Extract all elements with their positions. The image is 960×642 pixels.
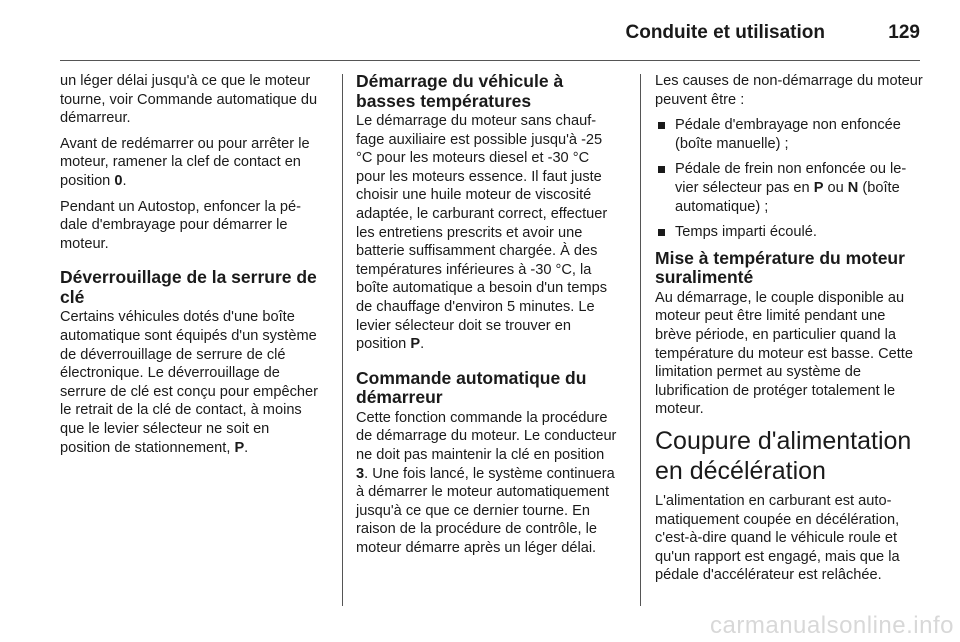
paragraph: Certains véhicules dotés d'une boîte automatique sont équipés d'un système de déverrouillage de serrure de clé électronique. Le déverrouillage de serrure de clé est conçu pour empêcher le retrait de la clé de contact, à moins que le levier sélecteur ne soit en position de stationnement, P. [60, 309, 318, 456]
paragraph: Le démarrage du moteur sans chauffage auxiliaire est possible jusqu'à -25 °C pour les moteurs diesel et -30 °C pour les moteurs essence. Il faut juste choisir une huile moteur de viscosité adaptée, le carburant correct, effectuer les entretiens prescrits et avoir une batterie suffisamment chargée. À des températures inférieures à -30 °C, la boîte automatique a besoin d'un temps de chauffage d'environ 5 minutes. Le levier sélecteur doit se trouver en position P. [356, 113, 608, 353]
column-divider-1 [342, 74, 343, 606]
column-2 [356, 72, 618, 564]
watermark: carmanualsonline.info [710, 612, 954, 639]
paragraph: Les causes de non-démarrage du moteur peuvent être : [655, 73, 923, 108]
section-heading: Commande automatique du démarreur [356, 367, 587, 408]
list-item: Pédale de frein non enfoncée ou levier sélecteur pas en P ou N (boîte automatique) ; [655, 160, 923, 216]
column-3 [655, 72, 923, 592]
paragraph: Avant de redémarrer ou pour arrêter le moteur, ramener la clef de contact en position 0. [60, 135, 310, 189]
paragraph: L'alimentation en carburant est automatiquement coupée en décélération, c'est-à-dire quand le véhicule roule et qu'un rapport est engagé, mais que la pédale d'accélérateur est relâchée. [655, 492, 900, 584]
bullet-square-icon [658, 166, 665, 173]
paragraph: un léger délai jusqu'à ce que le moteur tourne, voir Commande automatique du démarreur. [60, 73, 318, 127]
chapter-heading: Coupure d'alimentation en décélération [655, 426, 912, 485]
page-header [60, 0, 920, 60]
page-title: Conduite et utilisation [625, 22, 825, 43]
section-heading: Mise à température du moteur suralimenté [655, 247, 905, 288]
bullet-square-icon [658, 122, 665, 129]
section-heading: Déverrouillage de la serrure de clé [60, 267, 317, 307]
paragraph: Au démarrage, le couple disponible au moteur peut être limité pendant une brève période, en particulier quand la température du moteur est basse. Cette limitation permet au système de lubrification de protéger totalement le moteur. [655, 289, 913, 418]
bullet-list [655, 116, 923, 242]
page-number: 129 [888, 22, 920, 43]
section-heading: Démarrage du véhicule à basses températures [356, 71, 564, 111]
bullet-square-icon [658, 229, 665, 236]
paragraph: Cette fonction commande la procédure de démarrage du moteur. Le conducteur ne doit pas maintenir la clé en position 3. Une fois lancé, le système continuera à démarrer le moteur automatiquement jusqu'à ce que ce dernier tourne. En raison de la procédure de contrôle, le moteur démarre après un léger délai. [356, 409, 617, 556]
list-item: Temps imparti écoulé. [655, 223, 923, 242]
column-divider-2 [640, 74, 641, 606]
header-divider [60, 60, 920, 61]
list-item: Pédale d'embrayage non enfoncée (boîte manuelle) ; [655, 116, 923, 153]
column-1 [60, 72, 322, 464]
paragraph: Pendant un Autostop, enfoncer la pédale d'embrayage pour démarrer le moteur. [60, 198, 301, 252]
